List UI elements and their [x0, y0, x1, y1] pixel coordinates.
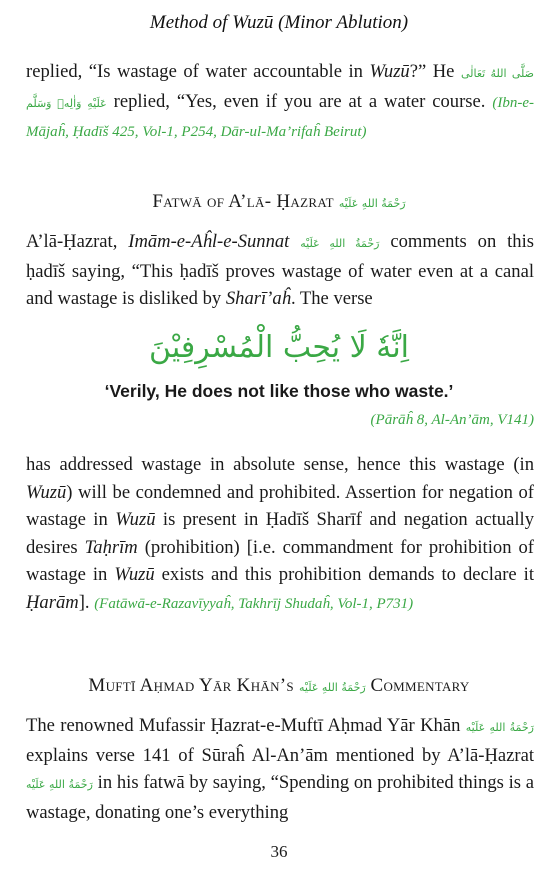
reference-citation: (Fatāwā-e-Razavīyyaĥ, Takhrīj Shudaĥ, Vol-1, P731) [94, 595, 414, 612]
running-title: Method of Wuzū (Minor Ablution) [149, 12, 409, 33]
reference-citation: (Ibn-e-Mājaĥ, Ḥadīš 425, Vol-1, P254, Dār-ul-Ma’rifaĥ Beirut) [26, 94, 535, 140]
quran-verse-translation: ‘Verily, He does not like those who waste.’ [104, 381, 454, 401]
paragraph-wastage-ruling: has addressed wastage in absolute sense, hence this wastage (in Wuzū) will be condemned and prohibited. Assertion for negation of wastage in Wuzū is present in Ḥadīš Sharīf and negation actually desires Taḥrīm (prohibition) [i.e. commandment for prohibition of wastage in Wuzū exists and this prohibition demands to declare it Ḥarām]. (Fatāwā-e-Razavīyyaĥ, Takhrīj Shudaĥ, Vol-1, P731) [26, 454, 534, 613]
paragraph-hadith-reply: replied, “Is wastage of water accountable in Wuzū?” He صَلَّى اللهُ تَعَالٰى عَلَيْهِ وَاٰلِهٖ وَسَلَّم replied, “Yes, even if you are at a water course. (Ibn-e-Mājaĥ, Ḥadīš 425, Vol-1, P254, Dār-ul-Ma’rifaĥ Beirut) [26, 61, 535, 140]
verse-reference: (Pārāĥ 8, Al-An’ām, V141) [370, 412, 534, 428]
paragraph-ala-hazrat: A’lā-Ḥazrat, Imām-e-Aĥl-e-Sunnat رَحْمَةُ اللهِ عَلَيْه comments on this ḥadīš saying, “This ḥadīš proves wastage of water even at a canal and wastage is disliked by Sharī’aĥ. The verse [26, 231, 534, 309]
honorific-rahmat: رَحْمَةُ اللهِ عَلَيْه [26, 778, 93, 791]
honorific-rahmat: رَحْمَةُ اللهِ عَلَيْه [338, 197, 406, 210]
honorific-rahmat: رَحْمَةُ اللهِ عَلَيْه [465, 721, 534, 734]
section-heading-fatwa: Fatwā of A’lā- Ḥazrat رَحْمَةُ اللهِ عَلَيْه [152, 191, 406, 212]
honorific-rahmat: رَحْمَةُ اللهِ عَلَيْه [298, 681, 366, 694]
paragraph-mufti-commentary: The renowned Mufassir Ḥazrat-e-Muftī Aḥmad Yār Khān رَحْمَةُ اللهِ عَلَيْه explains verse 141 of Sūraĥ Al-An’ām mentioned by A’lā-Ḥazrat رَحْمَةُ اللهِ عَلَيْه in his fatwā by saying, “Spending on prohibited things is a wastage, donating one’s everything [26, 715, 534, 823]
page-number: 36 [270, 842, 288, 861]
honorific-rahmat: رَحْمَةُ اللهِ عَلَيْه [300, 237, 380, 250]
quran-verse-arabic: اِنَّهٗ لَا يُحِبُّ الْمُسْرِفِيْنَ [148, 330, 410, 365]
honorific-salutation: صَلَّى اللهُ تَعَالٰى عَلَيْهِ وَاٰلِهٖ وَسَلَّم [26, 67, 535, 110]
section-heading-commentary: Muftī Aḥmad Yār Khān’s رَحْمَةُ اللهِ عَلَيْه Commentary [88, 675, 470, 696]
